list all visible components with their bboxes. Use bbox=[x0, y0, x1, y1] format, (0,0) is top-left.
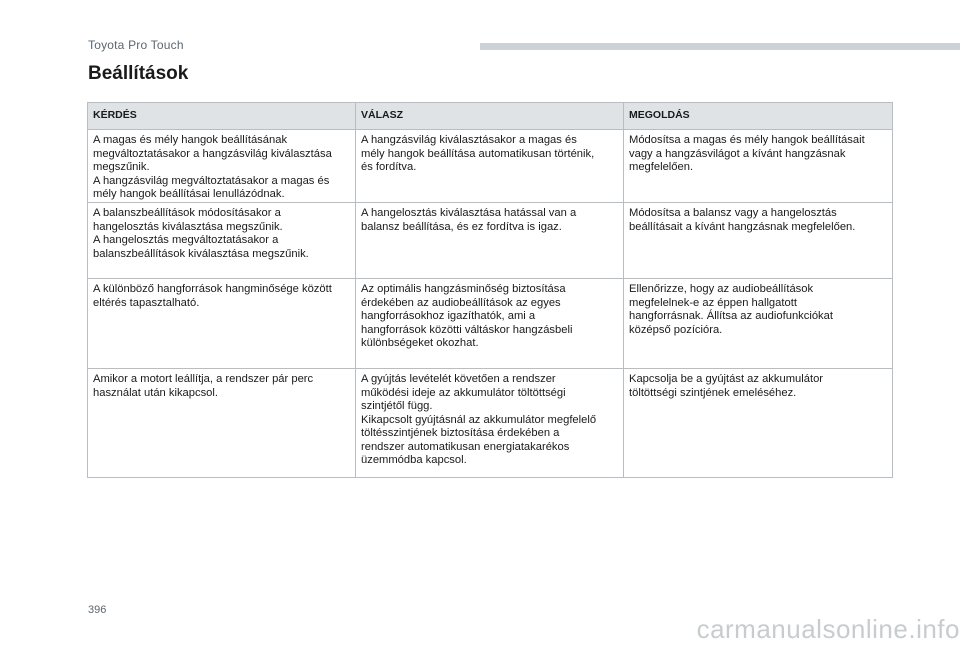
answer-cell: A hangzásvilág kiválasztásakor a magas és mély hangok beállítása automatikusan történik, és fordítva. bbox=[356, 130, 624, 203]
answer-cell: A hangelosztás kiválasztása hatással van a balansz beállítása, és ez fordítva is igaz. bbox=[356, 203, 624, 279]
watermark: carmanualsonline.info bbox=[696, 614, 960, 644]
table-row bbox=[88, 369, 893, 478]
troubleshooting-table bbox=[87, 102, 893, 478]
header-brand: Toyota Pro Touch bbox=[88, 38, 184, 52]
column-header-solution: MEGOLDÁS bbox=[624, 103, 893, 130]
question-cell: A magas és mély hangok beállításának megváltoztatásakor a hangzásvilág kiválasztása megszűnik. A hangzásvilág megváltoztatásakor a magas és mély hangok beállításai lenullázódnak. bbox=[88, 130, 356, 203]
solution-cell: Ellenőrizze, hogy az audiobeállítások megfelelnek-e az éppen hallgatott hangforrásnak. Állítsa az audiofunkciókat középső pozícióra. bbox=[624, 279, 893, 369]
solution-cell: Módosítsa a balansz vagy a hangelosztás beállításait a kívánt hangzásnak megfelelően. bbox=[624, 203, 893, 279]
question-cell: A balanszbeállítások módosításakor a hangelosztás kiválasztása megszűnik. A hangelosztás megváltoztatásakor a balanszbeállítások kiválasztása megszűnik. bbox=[88, 203, 356, 279]
page-title: Beállítások bbox=[88, 63, 189, 84]
table-row bbox=[88, 130, 893, 203]
table-header-row bbox=[88, 103, 893, 130]
column-header-question: KÉRDÉS bbox=[88, 103, 356, 130]
table-row bbox=[88, 203, 893, 279]
column-header-answer: VÁLASZ bbox=[356, 103, 624, 130]
solution-cell: Kapcsolja be a gyújtást az akkumulátor töltöttségi szintjének emeléséhez. bbox=[624, 369, 893, 478]
question-cell: Amikor a motort leállítja, a rendszer pár perc használat után kikapcsol. bbox=[88, 369, 356, 478]
page-number: 396 bbox=[88, 604, 107, 616]
answer-cell: A gyújtás levételét követően a rendszer működési ideje az akkumulátor töltöttségi szintjétől függ. Kikapcsolt gyújtásnál az akkumulátor megfelelő töltésszintjének biztosítása érdekében a rendszer automatikusan energiatakarékos üzemmódba kapcsol. bbox=[356, 369, 624, 478]
table-row bbox=[88, 279, 893, 369]
question-cell: A különböző hangforrások hangminősége között eltérés tapasztalható. bbox=[88, 279, 356, 369]
solution-cell: Módosítsa a magas és mély hangok beállításait vagy a hangzásvilágot a kívánt hangzásnak megfelelően. bbox=[624, 130, 893, 203]
answer-cell: Az optimális hangzásminőség biztosítása érdekében az audiobeállítások az egyes hangforrásokhoz igazíthatók, ami a hangforrások közötti váltáskor hangzásbeli különbségeket okozhat. bbox=[356, 279, 624, 369]
header-divider-bar bbox=[480, 43, 960, 50]
